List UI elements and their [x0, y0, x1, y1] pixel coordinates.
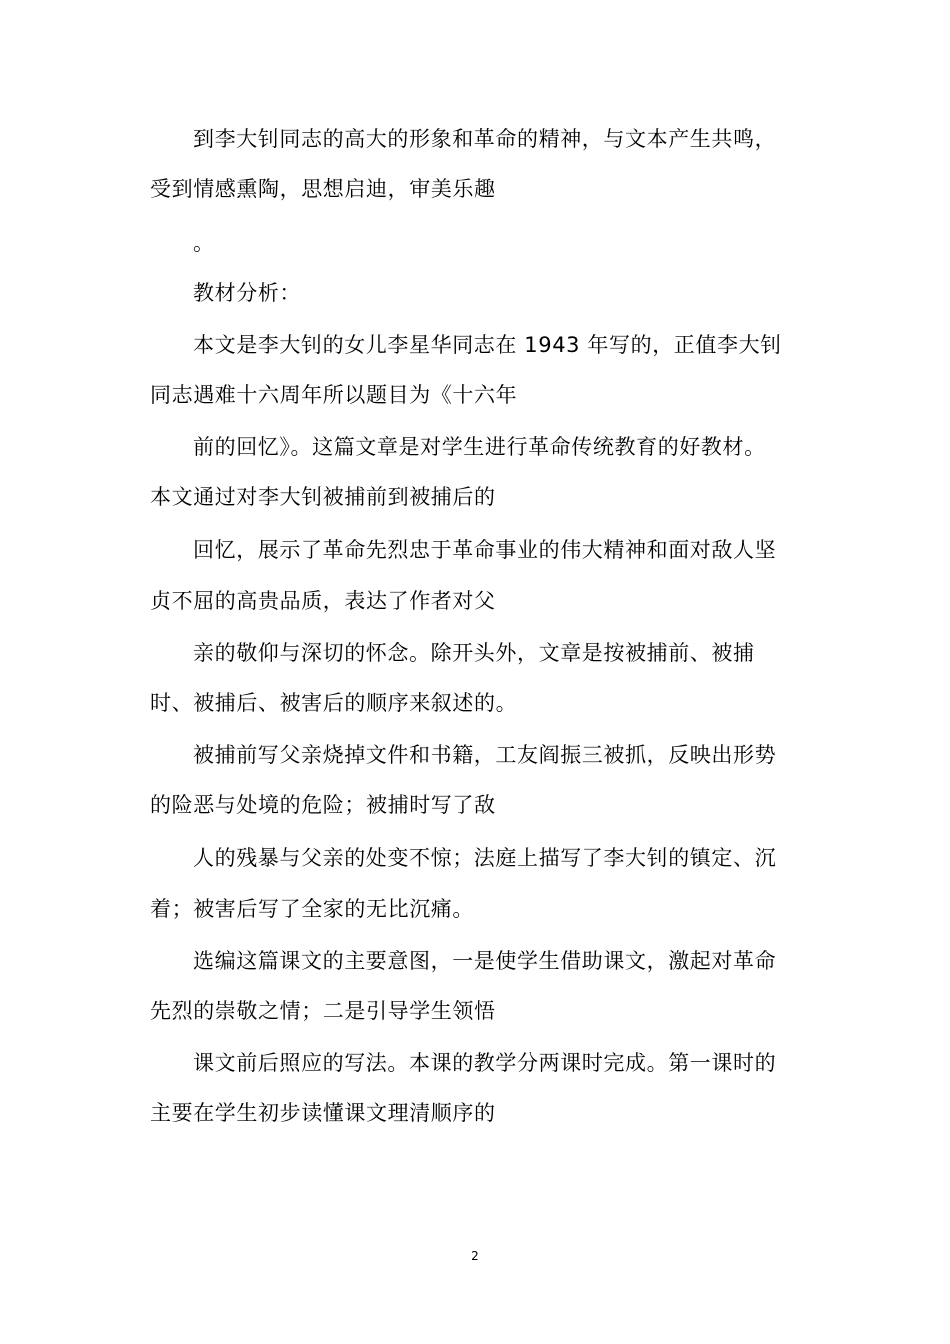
text-line: 到李大钊同志的高大的形象和革命的精神，与文本产生共鸣，	[193, 127, 777, 151]
text-line: 人的残暴与父亲的处变不惊；法庭上描写了李大钊的镇定、沉	[193, 846, 777, 870]
text-line: 前的回忆》。这篇文章是对学生进行革命传统教育的好教材。	[193, 435, 766, 459]
text-line: 选编这篇课文的主要意图，一是使学生借助课文，激起对革命	[193, 949, 777, 973]
text-line: 的险恶与处境的危险；被捕时写了敌	[150, 793, 496, 817]
text-line: 贞不屈的高贵品质，表达了作者对父	[150, 589, 496, 613]
text-line: 回忆，展示了革命先烈忠于革命事业的伟大精神和面对敌人坚	[193, 538, 777, 562]
text-line: 被捕前写父亲烧掉文件和书籍，工友阎振三被抓，反映出形势	[193, 743, 777, 767]
page-number: 2	[471, 1249, 479, 1263]
text-line: 受到情感熏陶，思想启迪，审美乐趣	[150, 177, 496, 201]
text-line: 亲的敬仰与深切的怀念。除开头外，文章是按被捕前、被捕	[193, 641, 755, 665]
text-line: 同志遇难十六周年所以题目为《十六年	[150, 383, 518, 407]
text-line: 时、被捕后、被害后的顺序来叙述的。	[150, 691, 518, 715]
text-line: 着；被害后写了全家的无比沉痛。	[150, 897, 474, 921]
text-line: 先烈的崇敬之情；二是引导学生领悟	[150, 999, 496, 1023]
text-line: 本文是李大钊的女儿李星华同志在 1943 年写的，正值李大钊	[193, 333, 782, 357]
section-heading: 教材分析：	[193, 281, 301, 305]
text-line: 主要在学生初步读懂课文理清顺序的	[150, 1101, 496, 1125]
text-line: 。	[193, 231, 215, 255]
text-line: 本文通过对李大钊被捕前到被捕后的	[150, 485, 496, 509]
text-line: 课文前后照应的写法。本课的教学分两课时完成。第一课时的	[193, 1051, 777, 1075]
